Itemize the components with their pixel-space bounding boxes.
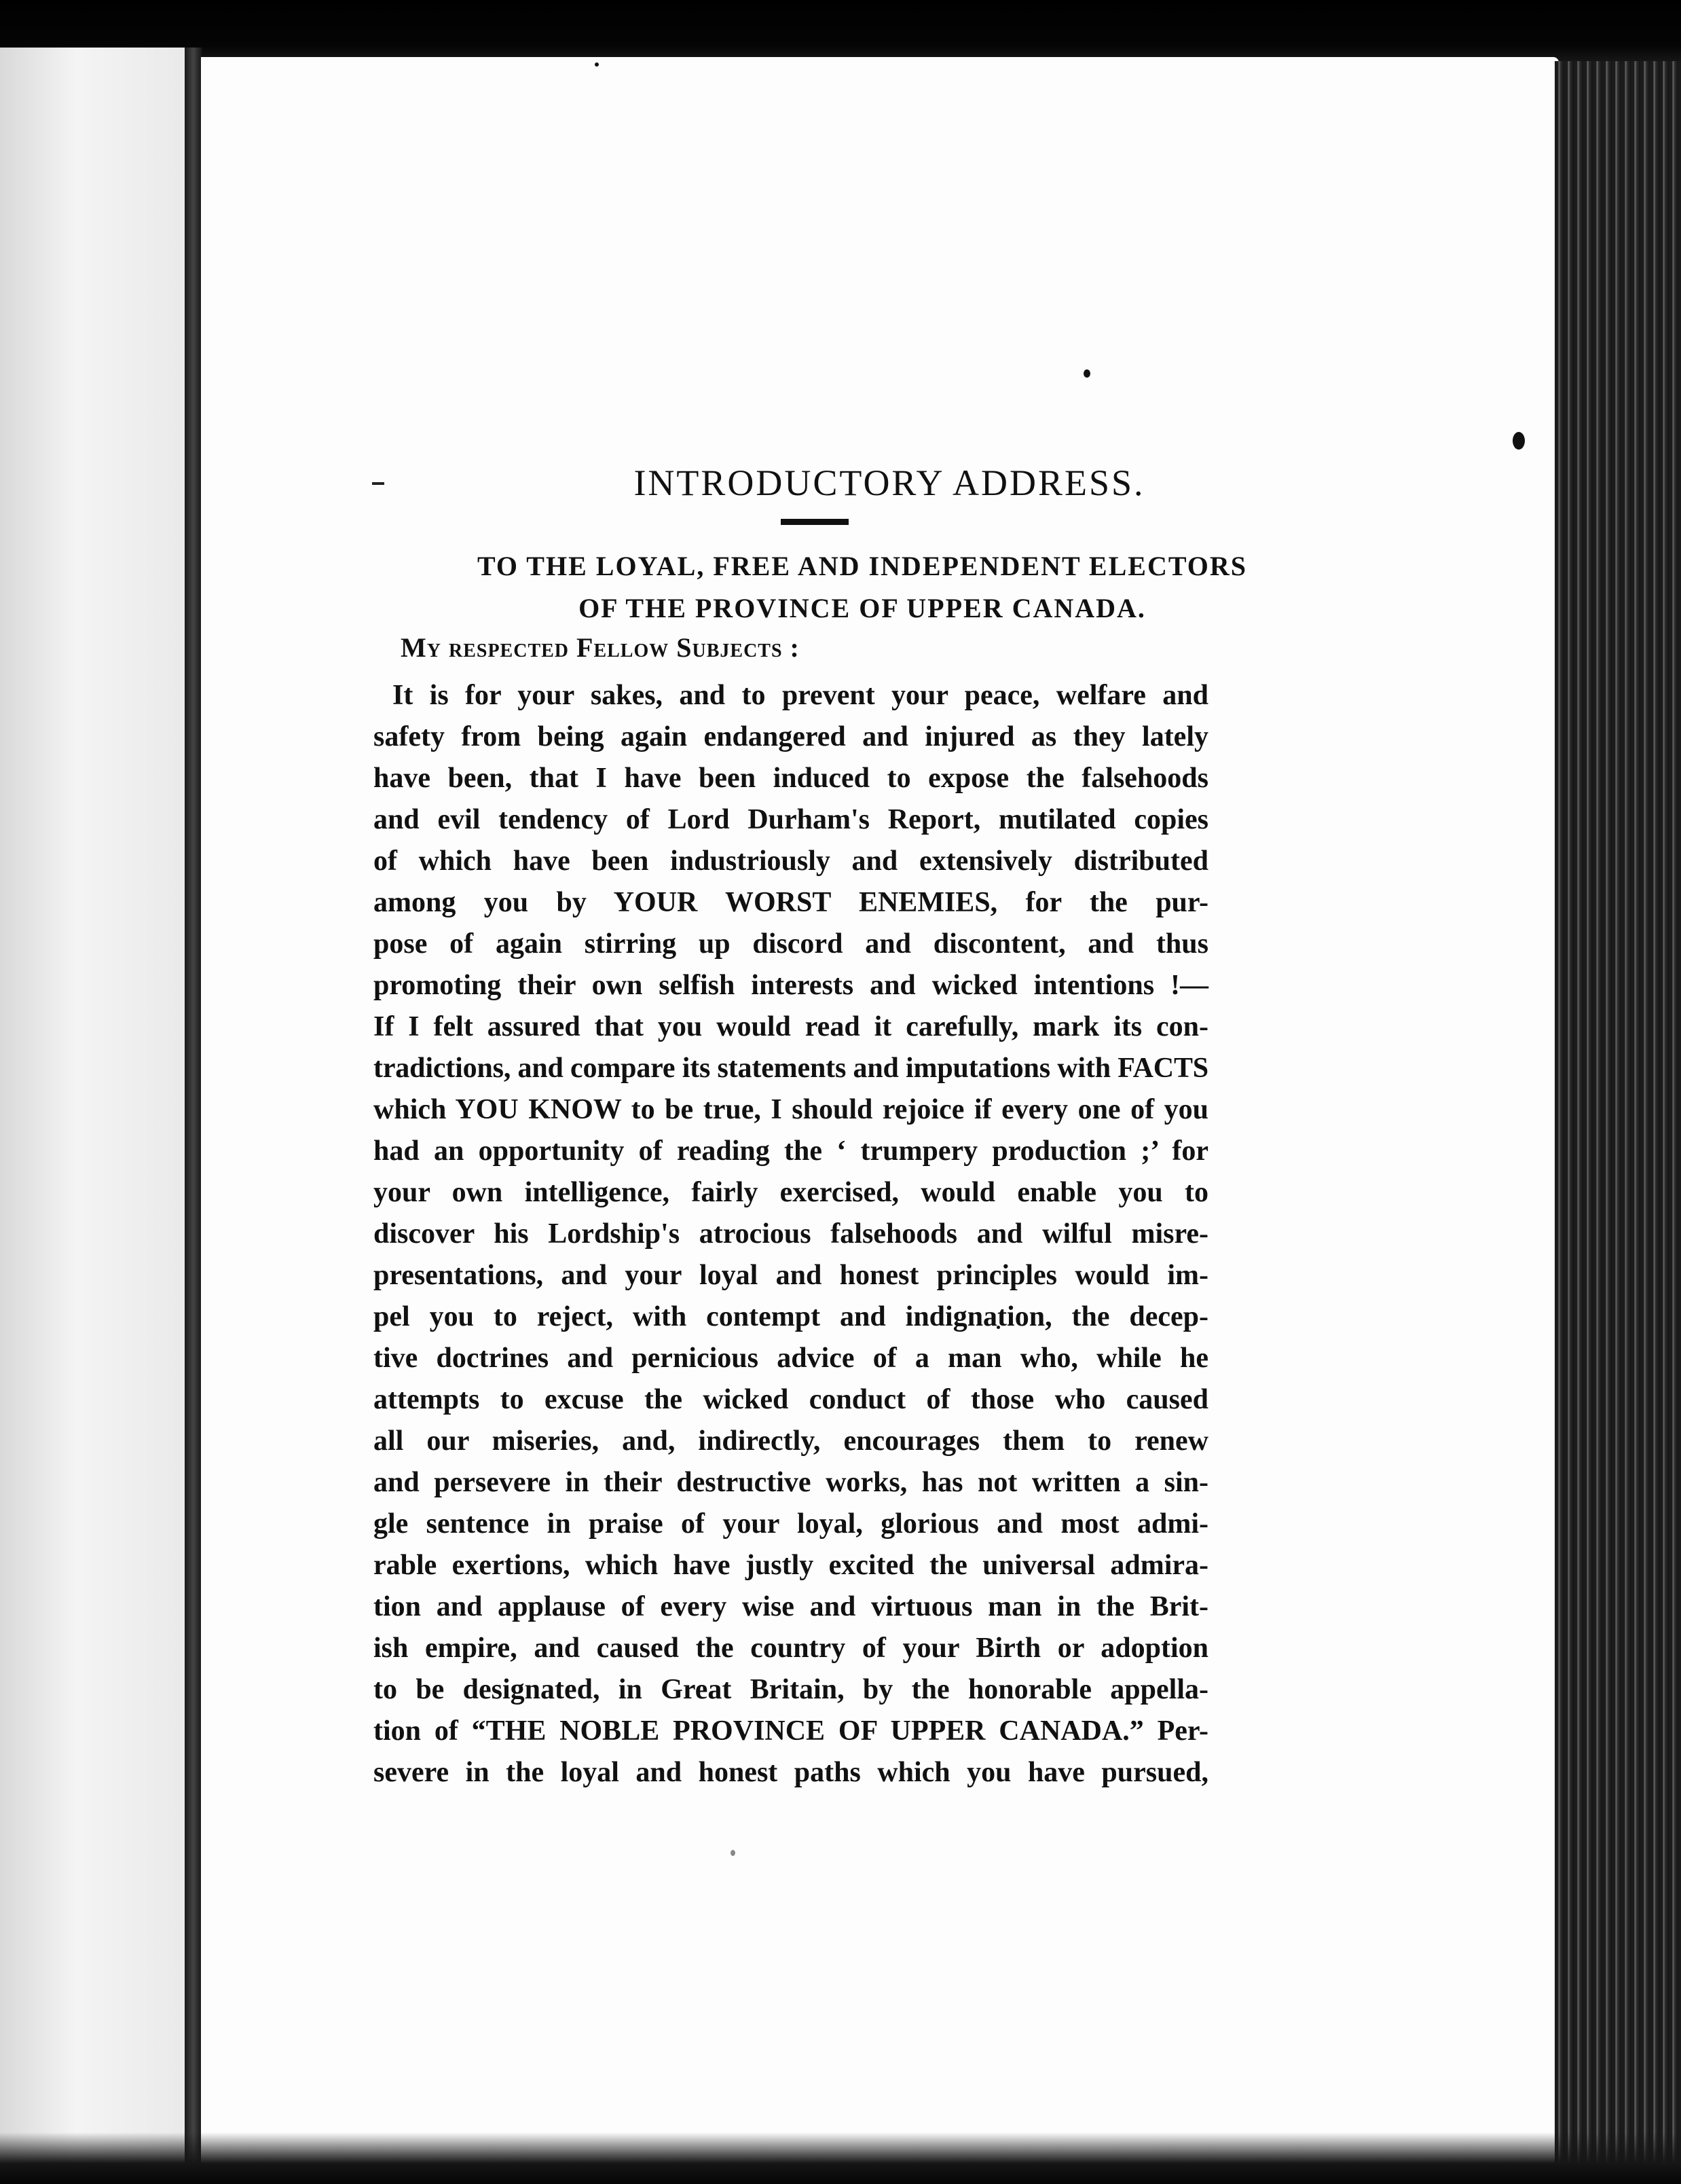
body-line: pel you to reject, with contempt and indignation, the decep- — [373, 1301, 1208, 1332]
scan-top-shadow — [0, 0, 1681, 65]
body-line: and persevere in their destructive works, has not written a sin- — [373, 1467, 1208, 1498]
page-title: INTRODUCTORY ADDRESS. — [633, 462, 1145, 503]
body-line: had an opportunity of reading the ‘ trumpery production ;’ for — [373, 1135, 1208, 1167]
body-line: ish empire, and caused the country of your Birth or adoption — [373, 1633, 1208, 1664]
ink-speck — [595, 62, 599, 67]
body-line: tion of “THE NOBLE PROVINCE OF UPPER CANADA.” Per- — [373, 1715, 1208, 1747]
salutation: My respected Fellow Subjects : — [401, 632, 800, 663]
body-line: safety from being again endangered and injured as they lately — [373, 721, 1208, 752]
body-line: your own intelligence, fairly exercised, would enable you to — [373, 1177, 1208, 1208]
body-line: severe in the loyal and honest paths which you have pursued, — [373, 1757, 1208, 1788]
page-stack-edges — [1555, 61, 1681, 2184]
body-line: pose of again stirring up discord and discontent, and thus — [373, 928, 1208, 960]
body-text — [373, 676, 1229, 2129]
body-line: tion and applause of every wise and virtuous man in the Brit- — [373, 1591, 1208, 1622]
body-line: tradictions, and compare its statements and imputations with FACTS — [373, 1053, 1208, 1084]
body-line: If I felt assured that you would read it carefully, mark its con- — [373, 1011, 1208, 1042]
body-line: which YOU KNOW to be true, I should rejoice if every one of you — [373, 1094, 1208, 1125]
body-line: to be designated, in Great Britain, by the honorable appella- — [373, 1674, 1208, 1705]
addressee-line-1: TO THE LOYAL, FREE AND INDEPENDENT ELECTORS — [477, 551, 1248, 581]
body-line: attempts to excuse the wicked conduct of those who caused — [373, 1384, 1208, 1415]
body-line: tive doctrines and pernicious advice of a man who, while he — [373, 1343, 1208, 1374]
body-line: presentations, and your loyal and honest principles would im- — [373, 1260, 1208, 1291]
body-line: rable exertions, which have justly excited the universal admira- — [373, 1550, 1208, 1581]
body-line: all our miseries, and, indirectly, encourages them to renew — [373, 1425, 1208, 1457]
body-line: It is for your sakes, and to prevent your peace, welfare and — [392, 680, 1208, 711]
book-gutter — [185, 48, 202, 2184]
addressee-line-2: OF THE PROVINCE OF UPPER CANADA. — [578, 593, 1146, 623]
ink-speck — [1084, 369, 1090, 378]
body-line: gle sentence in praise of your loyal, glorious and most admi- — [373, 1508, 1208, 1540]
facing-page-edge — [0, 48, 191, 2184]
scan-bottom-shadow — [0, 2132, 1681, 2184]
title-rule — [781, 519, 849, 525]
body-line: have been, that I have been induced to expose the falsehoods — [373, 763, 1208, 794]
ink-speck — [1513, 432, 1525, 450]
body-line: promoting their own selfish interests and wicked intentions !— — [373, 970, 1208, 1001]
body-line: among you by YOUR WORST ENEMIES, for the pur- — [373, 887, 1208, 918]
body-line: discover his Lordship's atrocious falsehoods and wilful misre- — [373, 1218, 1208, 1250]
body-line: of which have been industriously and extensively distributed — [373, 845, 1208, 877]
body-line: and evil tendency of Lord Durham's Report, mutilated copies — [373, 804, 1208, 835]
